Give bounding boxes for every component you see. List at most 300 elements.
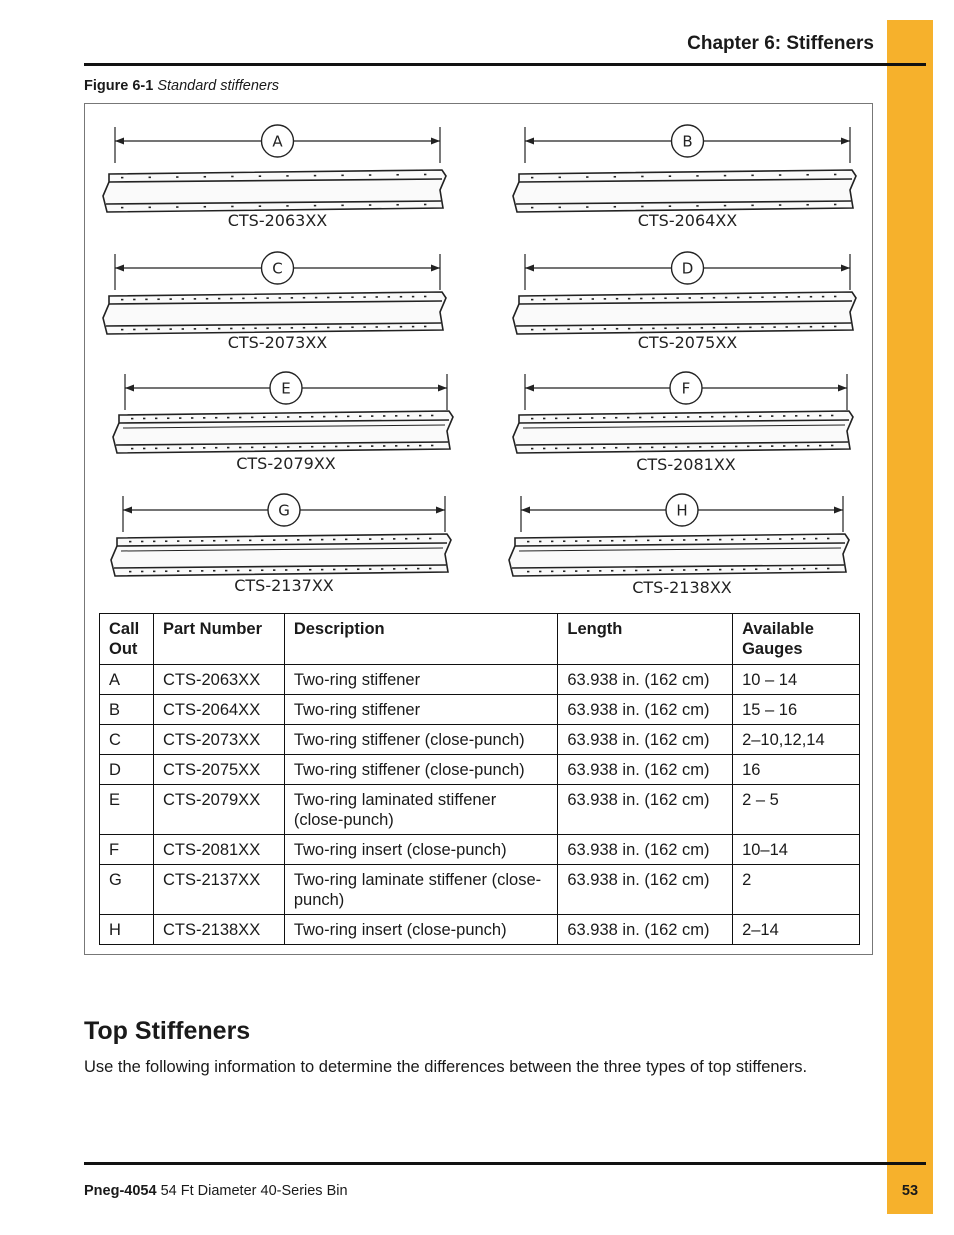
- figure-caption: [84, 78, 279, 94]
- footer-rule: [84, 1162, 926, 1165]
- punch-hole: [259, 175, 261, 177]
- punch-hole: [559, 207, 561, 209]
- table-row: [100, 725, 860, 755]
- punch-hole: [531, 299, 533, 301]
- arrow-head-right: [436, 507, 445, 514]
- punch-hole: [275, 416, 277, 418]
- col-header-callout: Call Out: [100, 614, 154, 665]
- callout-letter: G: [278, 501, 290, 520]
- punch-hole: [669, 175, 671, 177]
- callout-letter: C: [272, 259, 283, 278]
- callout-letter: E: [281, 379, 291, 398]
- punch-hole: [381, 568, 383, 570]
- punch-hole: [157, 298, 159, 300]
- cell-length: 63.938 in. (162 cm): [558, 725, 733, 755]
- punch-hole: [731, 569, 733, 571]
- footer-doc-id: Pneg-4054: [84, 1183, 157, 1199]
- punch-hole: [203, 417, 205, 419]
- punch-hole: [543, 448, 545, 450]
- punch-hole: [603, 417, 605, 419]
- punch-hole: [176, 206, 178, 208]
- punch-hole: [786, 296, 788, 298]
- punch-hole: [701, 327, 703, 329]
- punch-hole: [225, 540, 227, 542]
- punch-hole: [231, 206, 233, 208]
- punch-hole: [230, 328, 232, 330]
- punch-hole: [369, 174, 371, 176]
- punch-hole: [531, 207, 533, 209]
- punch-hole: [383, 445, 385, 447]
- punch-hole: [341, 205, 343, 207]
- punch-hole: [259, 205, 261, 207]
- cell-gauges: 15 – 16: [733, 695, 860, 725]
- punch-hole: [640, 298, 642, 300]
- table-row: [100, 835, 860, 865]
- punch-hole: [231, 176, 233, 178]
- punch-hole: [412, 326, 414, 328]
- punch-hole: [179, 417, 181, 419]
- punch-hole: [614, 176, 616, 178]
- punch-hole: [579, 447, 581, 449]
- punch-hole: [204, 206, 206, 208]
- section-body: Use the following information to determine the differences between the three types of top stiffeners.: [84, 1058, 808, 1076]
- punch-hole: [309, 569, 311, 571]
- punch-hole: [393, 568, 395, 570]
- cell-length: 63.938 in. (162 cm): [558, 915, 733, 945]
- punch-hole: [145, 329, 147, 331]
- punch-hole: [363, 326, 365, 328]
- punch-hole: [395, 415, 397, 417]
- cell-gauges: 2 – 5: [733, 785, 860, 835]
- punch-hole: [227, 447, 229, 449]
- punch-hole: [201, 540, 203, 542]
- punch-hole: [664, 327, 666, 329]
- arrow-head-right: [841, 138, 850, 145]
- punch-hole: [719, 569, 721, 571]
- punch-hole: [347, 416, 349, 418]
- punch-hole: [761, 296, 763, 298]
- punch-hole: [627, 417, 629, 419]
- punch-hole: [614, 206, 616, 208]
- punch-hole: [834, 326, 836, 328]
- punch-hole: [194, 328, 196, 330]
- punch-hole: [810, 296, 812, 298]
- punch-hole: [587, 570, 589, 572]
- punch-hole: [393, 538, 395, 540]
- punch-hole: [339, 297, 341, 299]
- punch-hole: [555, 329, 557, 331]
- arrow-head-left: [525, 265, 534, 272]
- punch-hole: [286, 175, 288, 177]
- punch-hole: [121, 207, 123, 209]
- punch-hole: [266, 297, 268, 299]
- punch-hole: [275, 446, 277, 448]
- punch-hole: [424, 296, 426, 298]
- punch-hole: [149, 177, 151, 179]
- stiffener-figure: [103, 125, 446, 230]
- punch-hole: [431, 445, 433, 447]
- punch-hole: [652, 298, 654, 300]
- punch-hole: [177, 570, 179, 572]
- punch-hole: [783, 415, 785, 417]
- punch-hole: [129, 571, 131, 573]
- stiffener-outline: [103, 292, 446, 334]
- table-row: [100, 695, 860, 725]
- punch-hole: [767, 538, 769, 540]
- punch-hole: [713, 297, 715, 299]
- table-row: [100, 865, 860, 915]
- punch-hole: [611, 570, 613, 572]
- punch-hole: [297, 569, 299, 571]
- punch-hole: [369, 204, 371, 206]
- punch-hole: [604, 328, 606, 330]
- punch-hole: [586, 206, 588, 208]
- punch-hole: [254, 297, 256, 299]
- punch-hole: [539, 541, 541, 543]
- punch-hole: [737, 297, 739, 299]
- punch-hole: [191, 447, 193, 449]
- cell-part-number: CTS-2075XX: [153, 755, 284, 785]
- stiffener-outline: [103, 170, 446, 212]
- punch-hole: [279, 297, 281, 299]
- punch-hole: [806, 204, 808, 206]
- punch-hole: [695, 539, 697, 541]
- punch-hole: [149, 207, 151, 209]
- punch-hole: [751, 205, 753, 207]
- punch-hole: [249, 570, 251, 572]
- punch-hole: [339, 327, 341, 329]
- cell-gauges: 10–14: [733, 835, 860, 865]
- stiffener-figure: [113, 372, 453, 473]
- punch-hole: [157, 328, 159, 330]
- punch-hole: [779, 174, 781, 176]
- punch-hole: [831, 415, 833, 417]
- punch-hole: [755, 538, 757, 540]
- punch-hole: [237, 540, 239, 542]
- punch-hole: [747, 446, 749, 448]
- stiffener-part: [513, 292, 856, 334]
- punch-hole: [176, 176, 178, 178]
- table-row: [100, 785, 860, 835]
- cell-callout: G: [100, 865, 154, 915]
- punch-hole: [429, 538, 431, 540]
- punch-hole: [555, 418, 557, 420]
- punch-hole: [773, 296, 775, 298]
- punch-hole: [696, 175, 698, 177]
- stiffener-outline: [513, 292, 856, 334]
- stiffener-part-label: CTS-2081XX: [636, 455, 736, 474]
- punch-hole: [827, 568, 829, 570]
- punch-hole: [279, 327, 281, 329]
- stiffener-figure: [513, 125, 856, 230]
- punch-hole: [299, 416, 301, 418]
- punch-hole: [749, 327, 751, 329]
- cell-description: Two-ring stiffener (close-punch): [284, 755, 558, 785]
- punch-hole: [767, 568, 769, 570]
- arrow-head-right: [431, 138, 440, 145]
- punch-hole: [761, 326, 763, 328]
- punch-hole: [194, 298, 196, 300]
- table-row: [100, 755, 860, 785]
- cell-length: 63.938 in. (162 cm): [558, 695, 733, 725]
- punch-hole: [357, 568, 359, 570]
- cell-description: Two-ring insert (close-punch): [284, 835, 558, 865]
- punch-hole: [396, 204, 398, 206]
- punch-hole: [731, 539, 733, 541]
- punch-hole: [711, 446, 713, 448]
- punch-hole: [707, 539, 709, 541]
- punch-hole: [273, 569, 275, 571]
- figure-caption-text: Standard stiffeners: [157, 78, 280, 94]
- punch-hole: [599, 540, 601, 542]
- punch-hole: [141, 541, 143, 543]
- punch-hole: [579, 298, 581, 300]
- punch-hole: [575, 570, 577, 572]
- cell-length: 63.938 in. (162 cm): [558, 755, 733, 785]
- punch-hole: [419, 445, 421, 447]
- punch-hole: [165, 570, 167, 572]
- punch-hole: [396, 174, 398, 176]
- punch-hole: [803, 538, 805, 540]
- stiffener-figure: [513, 252, 856, 352]
- punch-hole: [242, 298, 244, 300]
- punch-hole: [834, 296, 836, 298]
- punch-hole: [707, 569, 709, 571]
- punch-hole: [165, 540, 167, 542]
- punch-hole: [671, 539, 673, 541]
- punch-hole: [213, 540, 215, 542]
- punch-hole: [641, 206, 643, 208]
- cell-callout: H: [100, 915, 154, 945]
- punch-hole: [266, 327, 268, 329]
- cell-description: Two-ring insert (close-punch): [284, 915, 558, 945]
- punch-hole: [723, 416, 725, 418]
- punch-hole: [591, 447, 593, 449]
- punch-hole: [431, 415, 433, 417]
- punch-hole: [323, 416, 325, 418]
- punch-hole: [604, 298, 606, 300]
- stiffener-part: [111, 534, 451, 576]
- punch-hole: [663, 416, 665, 418]
- punch-hole: [635, 570, 637, 572]
- cell-gauges: 10 – 14: [733, 665, 860, 695]
- footer-doc-title: 54 Ft Diameter 40-Series Bin: [160, 1183, 348, 1199]
- punch-hole: [407, 445, 409, 447]
- callout-letter: D: [681, 259, 694, 278]
- punch-hole: [822, 326, 824, 328]
- stiffener-part-label: CTS-2079XX: [236, 454, 336, 473]
- punch-hole: [263, 446, 265, 448]
- stiffener-drawings: [85, 104, 872, 609]
- punch-hole: [287, 416, 289, 418]
- stiffener-part-label: CTS-2063XX: [227, 211, 328, 230]
- punch-hole: [215, 417, 217, 419]
- punch-hole: [639, 447, 641, 449]
- punch-hole: [155, 448, 157, 450]
- arrow-head-left: [123, 507, 132, 514]
- punch-hole: [400, 326, 402, 328]
- punch-hole: [603, 447, 605, 449]
- punch-hole: [315, 327, 317, 329]
- punch-hole: [363, 296, 365, 298]
- figure-box: [84, 103, 873, 955]
- table-row: [100, 665, 860, 695]
- punch-hole: [291, 297, 293, 299]
- punch-hole: [827, 538, 829, 540]
- punch-hole: [400, 296, 402, 298]
- punch-hole: [218, 328, 220, 330]
- punch-hole: [237, 570, 239, 572]
- table-row: [100, 915, 860, 945]
- punch-hole: [303, 327, 305, 329]
- stiffener-figure: [103, 252, 446, 352]
- punch-hole: [676, 327, 678, 329]
- punch-hole: [345, 539, 347, 541]
- punch-hole: [531, 329, 533, 331]
- punch-hole: [341, 175, 343, 177]
- punch-hole: [779, 538, 781, 540]
- arrow-head-left: [125, 385, 134, 392]
- punch-hole: [213, 570, 215, 572]
- punch-hole: [795, 445, 797, 447]
- punch-hole: [388, 326, 390, 328]
- punch-hole: [735, 416, 737, 418]
- punch-hole: [155, 418, 157, 420]
- punch-hole: [623, 570, 625, 572]
- punch-hole: [701, 297, 703, 299]
- punch-hole: [791, 538, 793, 540]
- punch-hole: [405, 538, 407, 540]
- punch-hole: [611, 540, 613, 542]
- cell-part-number: CTS-2137XX: [153, 865, 284, 915]
- page-number: 53: [901, 1183, 919, 1199]
- punch-hole: [182, 298, 184, 300]
- punch-hole: [696, 205, 698, 207]
- punch-hole: [735, 446, 737, 448]
- punch-hole: [153, 571, 155, 573]
- cell-length: 63.938 in. (162 cm): [558, 865, 733, 915]
- punch-hole: [779, 568, 781, 570]
- cell-callout: B: [100, 695, 154, 725]
- punch-hole: [206, 298, 208, 300]
- punch-hole: [641, 176, 643, 178]
- cell-part-number: CTS-2073XX: [153, 725, 284, 755]
- punch-hole: [121, 329, 123, 331]
- section-title: Top Stiffeners: [84, 1017, 251, 1045]
- stiffener-part: [113, 411, 453, 453]
- punch-hole: [587, 540, 589, 542]
- stiffener-part: [513, 411, 853, 453]
- punch-hole: [822, 296, 824, 298]
- stiffener-part: [513, 170, 856, 212]
- punch-hole: [133, 329, 135, 331]
- punch-hole: [623, 540, 625, 542]
- cell-gauges: 2–10,12,14: [733, 725, 860, 755]
- punch-hole: [771, 445, 773, 447]
- punch-hole: [297, 539, 299, 541]
- punch-hole: [755, 568, 757, 570]
- punch-hole: [351, 326, 353, 328]
- punch-hole: [129, 541, 131, 543]
- punch-hole: [314, 205, 316, 207]
- punch-hole: [791, 568, 793, 570]
- punch-hole: [153, 541, 155, 543]
- punch-hole: [628, 298, 630, 300]
- punch-hole: [167, 417, 169, 419]
- punch-hole: [182, 328, 184, 330]
- punch-hole: [815, 538, 817, 540]
- punch-hole: [531, 177, 533, 179]
- punch-hole: [699, 416, 701, 418]
- punch-hole: [683, 569, 685, 571]
- arrow-head-right: [838, 385, 847, 392]
- punch-hole: [347, 446, 349, 448]
- punch-hole: [204, 176, 206, 178]
- punch-hole: [239, 447, 241, 449]
- punch-hole: [359, 415, 361, 417]
- stiffener-figure: [513, 372, 853, 474]
- punch-hole: [747, 416, 749, 418]
- cell-length: 63.938 in. (162 cm): [558, 665, 733, 695]
- punch-hole: [299, 446, 301, 448]
- punch-hole: [263, 416, 265, 418]
- punch-hole: [249, 540, 251, 542]
- punch-hole: [725, 297, 727, 299]
- punch-hole: [121, 177, 123, 179]
- punch-hole: [369, 538, 371, 540]
- cell-part-number: CTS-2079XX: [153, 785, 284, 835]
- punch-hole: [616, 328, 618, 330]
- punch-hole: [239, 417, 241, 419]
- punch-hole: [543, 418, 545, 420]
- punch-hole: [563, 570, 565, 572]
- punch-hole: [671, 569, 673, 571]
- punch-hole: [191, 417, 193, 419]
- punch-hole: [651, 447, 653, 449]
- punch-hole: [737, 327, 739, 329]
- punch-hole: [333, 539, 335, 541]
- punch-hole: [333, 569, 335, 571]
- punch-hole: [675, 446, 677, 448]
- punch-hole: [759, 445, 761, 447]
- stiffener-part: [509, 534, 849, 576]
- punch-hole: [169, 298, 171, 300]
- figure-label: Figure 6-1: [84, 78, 154, 94]
- punch-hole: [417, 568, 419, 570]
- punch-hole: [285, 539, 287, 541]
- stiffener-outline: [111, 534, 451, 576]
- punch-hole: [807, 415, 809, 417]
- punch-hole: [371, 415, 373, 417]
- punch-hole: [309, 539, 311, 541]
- punch-hole: [327, 327, 329, 329]
- punch-hole: [261, 569, 263, 571]
- punch-hole: [675, 416, 677, 418]
- punch-hole: [647, 540, 649, 542]
- cell-length: 63.938 in. (162 cm): [558, 785, 733, 835]
- punch-hole: [579, 328, 581, 330]
- punch-hole: [749, 297, 751, 299]
- punch-hole: [225, 570, 227, 572]
- punch-hole: [575, 540, 577, 542]
- punch-hole: [719, 539, 721, 541]
- punch-hole: [376, 326, 378, 328]
- punch-hole: [771, 415, 773, 417]
- punch-hole: [786, 326, 788, 328]
- punch-hole: [640, 328, 642, 330]
- punch-hole: [311, 446, 313, 448]
- punch-hole: [551, 541, 553, 543]
